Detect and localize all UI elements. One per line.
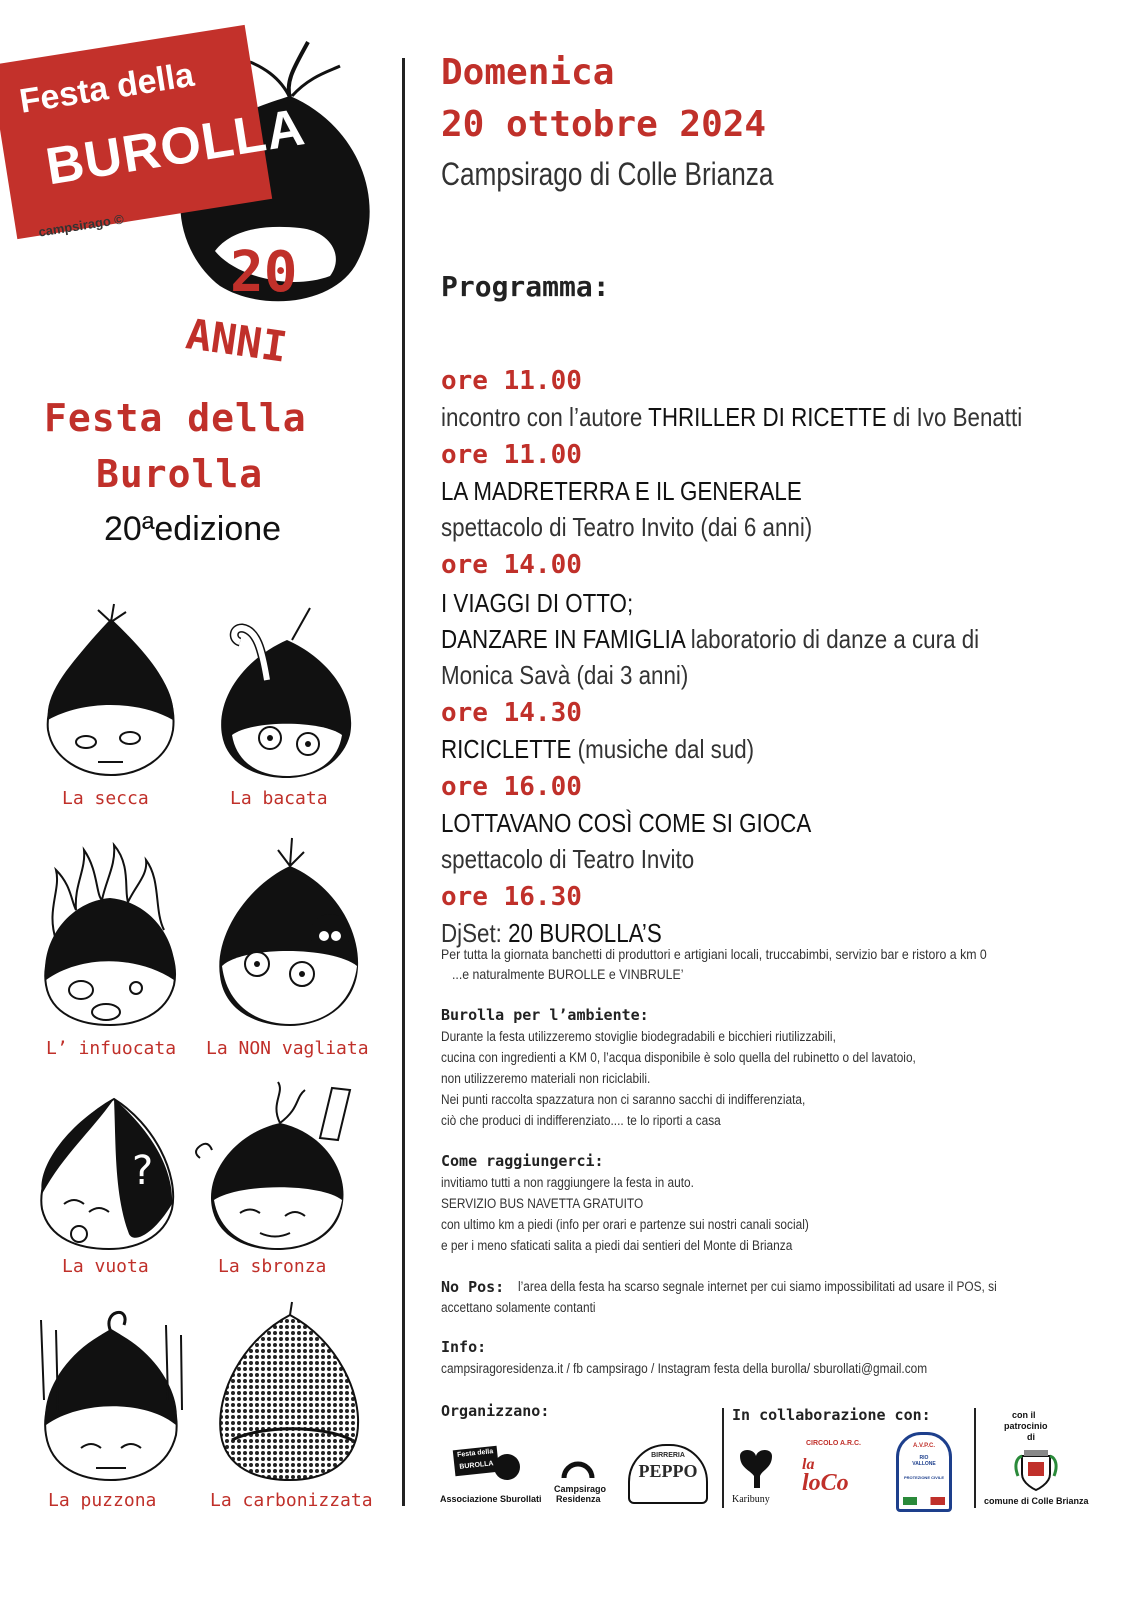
protezione-civile-logo [896, 1432, 952, 1512]
ambiente-line: Nei punti raccolta spazzatura non ci saranno sacchi di indifferenziata, [441, 1092, 806, 1107]
logo-line1: Festa della [16, 55, 197, 121]
peppo-label: PEPPO [638, 1461, 698, 1481]
event-place: Campsirago di Colle Brianza [441, 156, 774, 192]
laloco-loco: loCo [802, 1470, 849, 1496]
program-time: ore 16.30 [441, 882, 582, 912]
program-desc: Monica Savà (dai 3 anni) [441, 660, 689, 690]
character-caption: La puzzona [48, 1490, 157, 1511]
left-title-line2: Burolla [96, 452, 264, 496]
patrocinio-label: di [1027, 1432, 1035, 1442]
protezione-mid: RIO [919, 1455, 929, 1461]
character-caption: La secca [62, 788, 149, 809]
program-line [441, 734, 754, 765]
program-title: I VIAGGI DI OTTO; [441, 588, 634, 618]
character-caption: La vuota [62, 1256, 149, 1277]
program-line [441, 624, 979, 655]
laloco-logo [802, 1456, 849, 1495]
program-title: DANZARE IN FAMIGLIA [441, 624, 685, 654]
program-title: RICICLETTE [441, 734, 572, 764]
nopos-line: accettano solamente contanti [441, 1300, 596, 1315]
program-line [441, 402, 1022, 433]
program-title: 20 BUROLLA’S [508, 918, 662, 948]
come-line: SERVIZIO BUS NAVETTA GRATUITO [441, 1196, 644, 1211]
sburollati-mark-line2: BUROLLA [459, 1460, 494, 1471]
sburollati-logo [450, 1446, 520, 1486]
event-day: Domenica [441, 52, 615, 93]
character-caption: La carbonizzata [210, 1490, 373, 1511]
anniversary-number: 20 [230, 240, 298, 305]
come-line: e per i meno sfaticati salita a piedi dai sentieri del Monte di Brianza [441, 1238, 793, 1253]
sburollati-label: Associazione Sburollati [440, 1494, 542, 1504]
character-caption: La bacata [230, 788, 328, 809]
svg-text:?: ? [132, 1148, 154, 1194]
organizzano-heading: Organizzano: [441, 1402, 550, 1420]
sburollati-mark-line1: Festa della [456, 1448, 494, 1459]
birreria-label: BIRRERIA [651, 1452, 685, 1459]
collaborazione-heading: In collaborazione con: [732, 1406, 931, 1424]
circolo-label: CIRCOLO A.R.C. [806, 1440, 861, 1447]
character-caption: La sbronza [218, 1256, 327, 1277]
program-text: DjSet: [441, 918, 509, 948]
edition-label: 20ªedizione [104, 510, 282, 548]
come-line: invitiamo tutti a non raggiungere la festa in auto. [441, 1175, 694, 1190]
program-text: laboratorio di danze a cura di [684, 624, 980, 654]
karibuny-label: Karibuny [732, 1494, 770, 1505]
info-contacts: campsiragoresidenza.it / fb campsirago / Instagram festa della burolla/ sburollati@gmail.com [441, 1361, 928, 1376]
protezione-label: PROTEZIONE CIVILE [903, 1475, 944, 1480]
character-caption: L’ infuocata [46, 1038, 177, 1059]
character-secca-illustration [38, 600, 184, 780]
comune-crest-icon [1012, 1446, 1060, 1494]
program-text: di Ivo Benatti [886, 402, 1023, 432]
event-date: 20 ottobre 2024 [441, 104, 767, 145]
character-puzzona-illustration [36, 1300, 186, 1484]
ambiente-heading: Burolla per l’ambiente: [441, 1006, 649, 1024]
program-desc: spettacolo di Teatro Invito (dai 6 anni) [441, 512, 813, 542]
residenza-logo-icon [560, 1450, 596, 1480]
left-title-line1: Festa della [44, 396, 307, 440]
info-heading: Info: [441, 1338, 487, 1356]
program-text: incontro con l’autore [441, 402, 649, 432]
program-text: (musiche dal sud) [571, 734, 755, 764]
logo-copyright: campsirago © [37, 211, 125, 240]
residenza-label: Residenza [556, 1494, 601, 1504]
program-note: Per tutta la giornata banchetti di produttori e artigiani locali, truccabimbi, servizio bar e ristoro a km 0 [441, 946, 987, 962]
character-bacata-illustration [212, 600, 362, 780]
nopos-line: l’area della festa ha scarso segnale internet per cui siamo impossibilitati ad usare il POS, si [518, 1279, 997, 1294]
residenza-label: Campsirago [554, 1484, 607, 1494]
anniversary-word: ANNI [183, 309, 291, 372]
character-caption: La NON vagliata [206, 1038, 369, 1059]
column-divider [402, 58, 405, 1506]
program-note: ...e naturalmente BUROLLE e VINBRULE’ [452, 966, 684, 982]
program-time: ore 16.00 [441, 772, 582, 802]
program-title: THRILLER DI RICETTE [648, 402, 887, 432]
character-vuota-illustration [34, 1084, 184, 1254]
program-time: ore 14.00 [441, 550, 582, 580]
program-title: LA MADRETERRA E IL GENERALE [441, 476, 802, 506]
program-heading: Programma: [441, 270, 610, 303]
program-time: ore 11.00 [441, 366, 582, 396]
character-non-vagliata-illustration [212, 836, 368, 1030]
elephant-icon [734, 1446, 778, 1490]
character-infuocata-illustration [36, 840, 184, 1030]
come-heading: Come raggiungerci: [441, 1152, 604, 1170]
program-time: ore 14.30 [441, 698, 582, 728]
ambiente-line: cucina con ingredienti a KM 0, l’acqua disponibile è solo quella del rubinetto o del lavatoio, [441, 1050, 916, 1065]
peppo-logo [628, 1444, 708, 1504]
ambiente-line: ciò che produci di indifferenziato.... te lo riporti a casa [441, 1113, 721, 1128]
logo-line2: BUROLLA [42, 98, 310, 197]
ambiente-line: non utilizzeremo materiali non riciclabili. [441, 1071, 651, 1086]
character-sbronza-illustration [190, 1078, 370, 1252]
program-line [441, 918, 662, 949]
patrocinio-label: patrocinio [1004, 1421, 1048, 1431]
laloco-la: la [802, 1456, 815, 1473]
character-carbonizzata-illustration [212, 1300, 368, 1484]
footer-separator [722, 1408, 724, 1508]
program-desc: spettacolo di Teatro Invito [441, 844, 695, 874]
program-title: LOTTAVANO COSÌ COME SI GIOCA [441, 808, 812, 838]
protezione-mid: VALLONE [912, 1461, 936, 1467]
come-line: con ultimo km a piedi (info per orari e partenze sui nostri canali social) [441, 1217, 809, 1232]
nopos-heading: No Pos: [441, 1278, 505, 1296]
footer-separator [974, 1408, 976, 1508]
program-time: ore 11.00 [441, 440, 582, 470]
patrocinio-label: con il [1012, 1410, 1036, 1420]
comune-label: comune di Colle Brianza [984, 1496, 1089, 1506]
protezione-top: A.V.P.C. [912, 1443, 935, 1449]
ambiente-line: Durante la festa utilizzeremo stoviglie biodegradabili e bicchieri riutilizzabili, [441, 1029, 836, 1044]
